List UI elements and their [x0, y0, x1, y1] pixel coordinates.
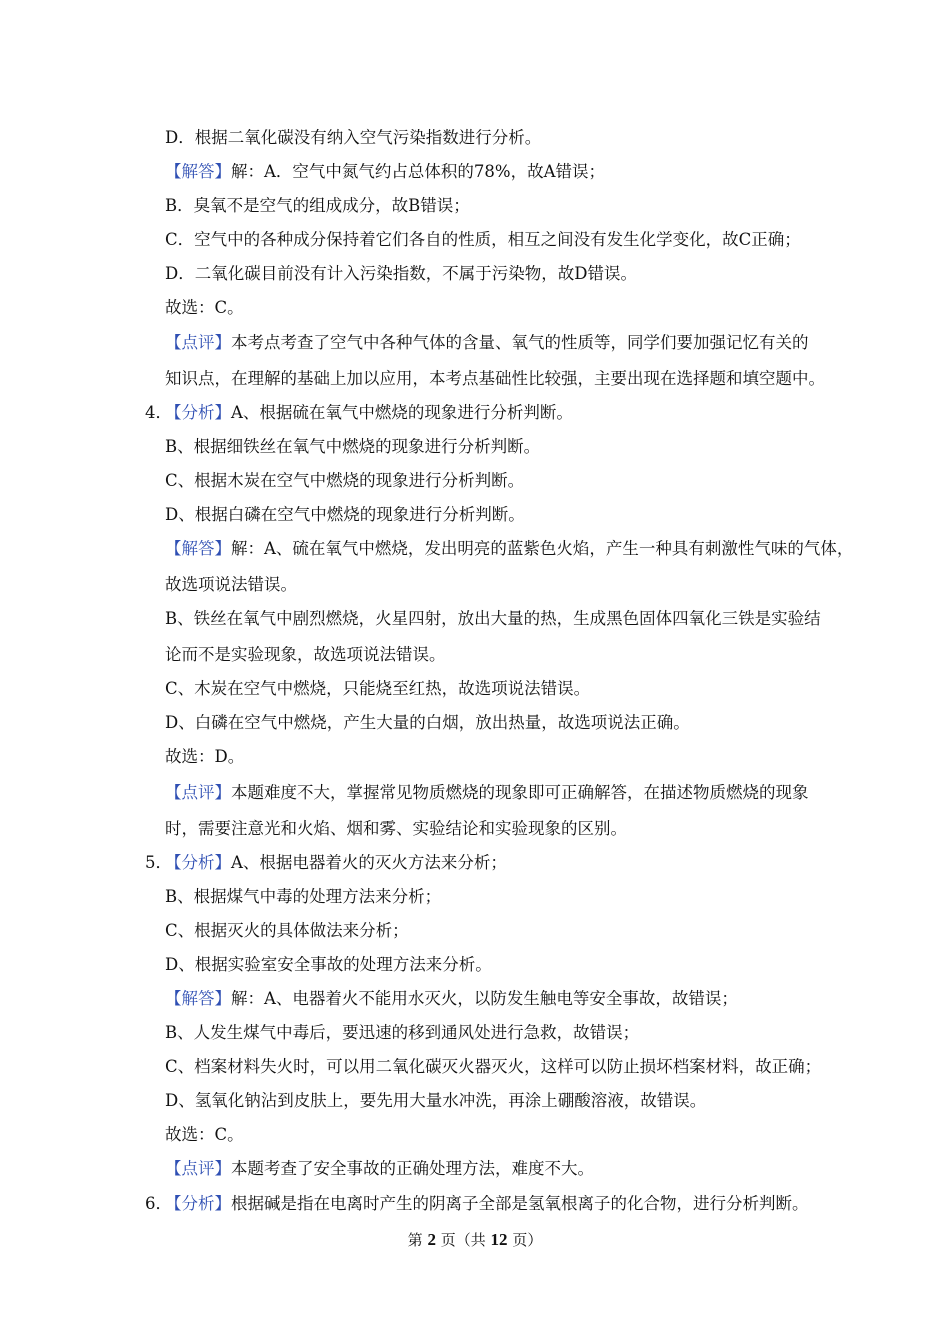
- footer-suffix: 页）: [512, 1231, 543, 1249]
- footer-prefix: 第: [407, 1231, 423, 1249]
- section-tag: 【分析】: [165, 1194, 231, 1213]
- footer-page-number: 2: [427, 1230, 436, 1249]
- line-text: 论而不是实验现象，故选项说法错误。: [165, 645, 446, 664]
- footer-middle: 页（共: [440, 1231, 486, 1249]
- text-line: [165, 262, 637, 286]
- section-tag: 【解答】: [165, 539, 231, 558]
- text-line: [165, 643, 446, 667]
- line-text: D、根据实验室安全事故的处理方法来分析。: [165, 955, 492, 974]
- text-line: [165, 503, 525, 527]
- text-line: [165, 1055, 821, 1079]
- line-text: 本题难度不大，掌握常见物质燃烧的现象即可正确解答，在描述物质燃烧的现象: [231, 783, 809, 802]
- line-text: 解：A．空气中氮气约占总体积的78%，故A错误；: [231, 162, 606, 181]
- section-tag: 【解答】: [165, 162, 231, 181]
- text-line: [165, 331, 809, 355]
- text-line: [165, 194, 470, 218]
- line-text: 故选项说法错误。: [165, 575, 297, 594]
- section-tag: 【解答】: [165, 989, 231, 1008]
- text-line: [165, 607, 821, 631]
- text-line: [165, 919, 409, 943]
- line-text: C、档案材料失火时，可以用二氧化碳灭火器灭火，这样可以防止损坏档案材料，故正确；: [165, 1057, 822, 1076]
- section-tag: 【分析】: [165, 403, 231, 422]
- section-tag: 【点评】: [165, 1159, 231, 1178]
- footer-total-pages: 12: [490, 1230, 508, 1249]
- line-text: C．空气中的各种成分保持着它们各自的性质，相互之间没有发生化学变化，故C正确；: [165, 230, 801, 249]
- text-line: [165, 745, 244, 769]
- text-line: [165, 228, 801, 252]
- question-number: 5．: [145, 853, 172, 872]
- text-line: [165, 435, 540, 459]
- section-tag: 【点评】: [165, 783, 231, 802]
- line-text: A、根据电器着火的灭火方法来分析；: [231, 853, 507, 872]
- line-text: B、根据煤气中毒的处理方法来分析；: [165, 887, 442, 906]
- question-number: 6．: [145, 1194, 172, 1213]
- line-text: C、木炭在空气中燃烧，只能烧至红热，故选项说法错误。: [165, 679, 591, 698]
- section-tag: 【点评】: [165, 333, 231, 352]
- text-line: [165, 781, 809, 805]
- line-text: C、根据灭火的具体做法来分析；: [165, 921, 409, 940]
- line-text: 故选：C。: [165, 298, 244, 317]
- text-line: [145, 851, 507, 875]
- line-text: B、人发生煤气中毒后，要迅速的移到通风处进行急救，故错误；: [165, 1023, 640, 1042]
- text-line: [165, 1123, 244, 1147]
- line-text: 解：A、硫在氧气中燃烧，发出明亮的蓝紫色火焰，产生一种具有刺激性气味的气体，: [231, 539, 854, 558]
- text-line: [165, 677, 590, 701]
- line-text: D、根据白磷在空气中燃烧的现象进行分析判断。: [165, 505, 525, 524]
- text-line: [165, 1157, 594, 1181]
- text-line: [165, 1021, 639, 1045]
- text-line: [165, 885, 441, 909]
- text-line: [165, 573, 297, 597]
- line-text: B．臭氧不是空气的组成成分，故B错误；: [165, 196, 470, 215]
- line-text: 故选：C。: [165, 1125, 244, 1144]
- text-line: [145, 1192, 809, 1216]
- line-text: D、氢氧化钠沾到皮肤上，要先用大量水冲洗，再涂上硼酸溶液，故错误。: [165, 1091, 707, 1110]
- line-text: D．根据二氧化碳没有纳入空气污染指数进行分析。: [165, 128, 542, 147]
- line-text: 故选：D。: [165, 747, 245, 766]
- line-text: 本考点考查了空气中各种气体的含量、氧气的性质等，同学们要加强记忆有关的: [231, 333, 809, 352]
- line-text: 知识点，在理解的基础上加以应用，本考点基础性比较强，主要出现在选择题和填空题中。: [165, 369, 825, 388]
- text-line: [165, 817, 627, 841]
- page-footer: [0, 1228, 950, 1252]
- text-line: [165, 469, 524, 493]
- text-line: [165, 953, 492, 977]
- line-text: A、根据硫在氧气中燃烧的现象进行分析判断。: [231, 403, 573, 422]
- line-text: B、铁丝在氧气中剧烈燃烧，火星四射，放出大量的热，生成黑色固体四氧化三铁是实验结: [165, 609, 821, 628]
- text-line: [165, 537, 853, 561]
- question-number: 4．: [145, 403, 172, 422]
- text-line: [165, 711, 690, 735]
- text-line: [165, 296, 244, 320]
- text-line: [165, 126, 541, 150]
- line-text: C、根据木炭在空气中燃烧的现象进行分析判断。: [165, 471, 525, 490]
- text-line: [165, 367, 825, 391]
- line-text: 本题考查了安全事故的正确处理方法，难度不大。: [231, 1159, 594, 1178]
- line-text: D、白磷在空气中燃烧，产生大量的白烟，放出热量，故选项说法正确。: [165, 713, 690, 732]
- text-line: [165, 987, 738, 1011]
- line-text: 解：A、电器着火不能用水灭火，以防发生触电等安全事故，故错误；: [231, 989, 738, 1008]
- line-text: B、根据细铁丝在氧气中燃烧的现象进行分析判断。: [165, 437, 541, 456]
- text-line: [145, 401, 573, 425]
- line-text: D．二氧化碳目前没有计入污染指数，不属于污染物，故D错误。: [165, 264, 637, 283]
- line-text: 根据碱是指在电离时产生的阴离子全部是氢氧根离子的化合物，进行分析判断。: [231, 1194, 809, 1213]
- text-line: [165, 1089, 706, 1113]
- line-text: 时，需要注意光和火焰、烟和雾、实验结论和实验现象的区别。: [165, 819, 627, 838]
- text-line: [165, 160, 605, 184]
- section-tag: 【分析】: [165, 853, 231, 872]
